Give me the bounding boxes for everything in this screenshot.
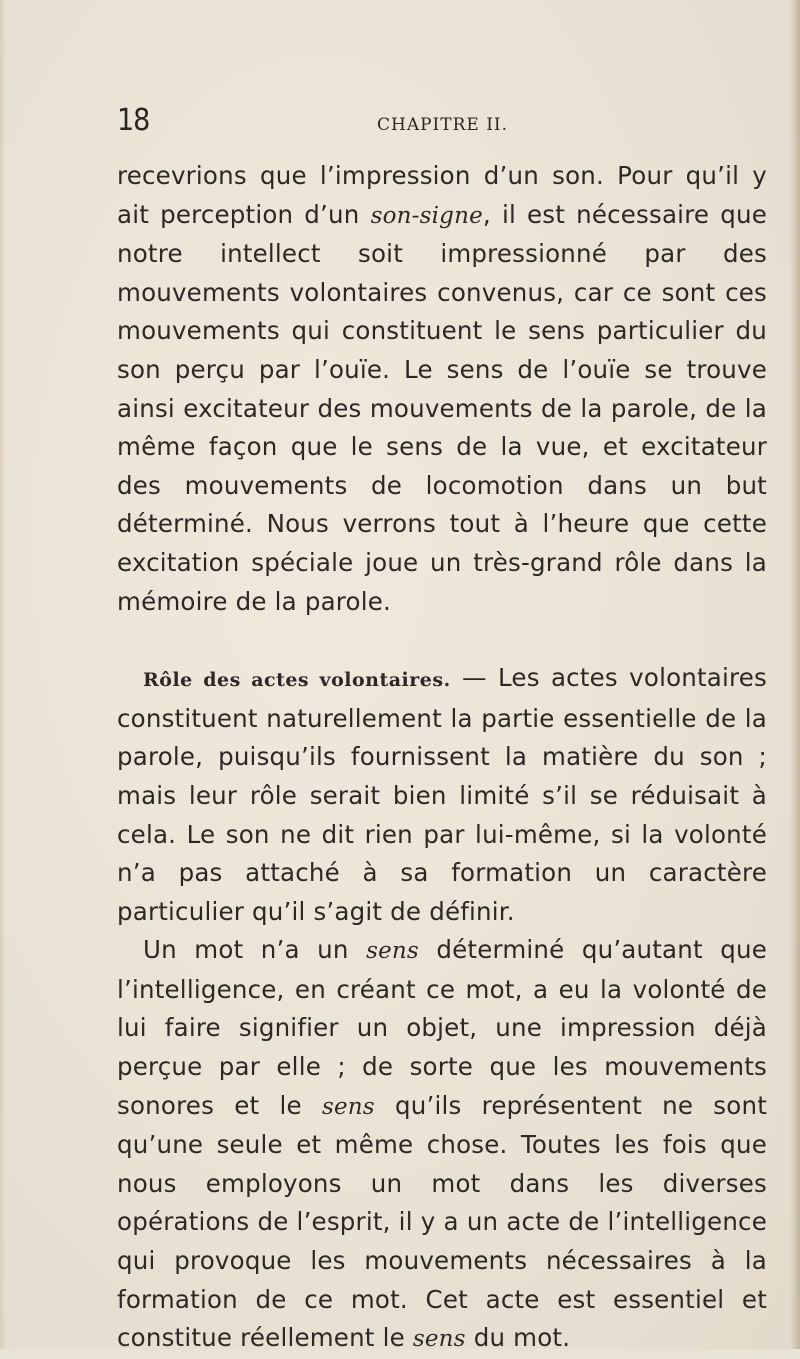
paragraph-3-italic-2: sens [321, 1093, 375, 1120]
paragraph-2-text: Les actes volontaires constituent naturellement la partie essentielle de la parole, puisqu’ils fournissent la matière du son ; mais leur rôle serait bien limité s’il se réduisait à cela. Le son ne dit rien par lui-même, si la volonté n’a pas attaché à sa formation un caractère particulier qu’il s’agit de définir. [117, 663, 767, 926]
paragraph-2 [117, 659, 767, 931]
paragraph-1-text-b: , il est nécessaire que notre intellect soit impressionné par des mouvements volontaires convenus, car ce sont ces mouvements qui constituent le sens particulier du son perçu par l’ouïe. Le sens de l’ouïe se trouve ainsi excitateur des mouvements de la parole, de la même façon que le sens de la vue, et excitateur des mouvements de locomotion dans un but déterminé. Nous verrons tout à l’heure que cette excitation spéciale joue un très-grand rôle dans la mémoire de la parole. [117, 199, 767, 616]
paragraph-1-italic: son-signe [370, 202, 483, 229]
paragraph-3-text-a: Un mot n’a un [143, 935, 367, 965]
page-header [117, 103, 767, 143]
paragraph-3-italic-3: sens [412, 1326, 466, 1353]
section-gap [117, 621, 767, 659]
running-head: CHAPITRE II. [377, 115, 509, 135]
page-right-edge [790, 0, 800, 1349]
page-left-edge [0, 0, 6, 1349]
page-number: 18 [117, 103, 150, 138]
paragraph-3-italic-1: sens [366, 938, 419, 965]
body-text [117, 157, 767, 1359]
paragraph-3 [117, 931, 767, 1359]
paragraph-3-text-d: du mot. [465, 1323, 571, 1353]
paragraph-1-text-a: recevrions que l’impression d’un son. Pour qu’il y ait perception d’un [117, 161, 767, 229]
section-title: Rôle des actes volontaires. [143, 669, 451, 692]
section-dash: — [450, 663, 498, 693]
paragraph-1 [117, 157, 767, 621]
paragraph-3-text-c: qu’ils représentent ne sont qu’une seule et même chose. Toutes les fois que nous employons un mot dans les diverses opérations de l’esprit, il y a un acte de l’intelligence qui provoque les mouvements nécessaires à la formation de ce mot. Cet acte est essentiel et constitue réellement le [117, 1090, 767, 1353]
paragraph-3-text-b: déterminé qu’autant que l’intelligence, en créant ce mot, a eu la volonté de lui faire signifier un objet, une impression déjà perçue par elle ; de sorte que les mouvements sonores et le [117, 935, 768, 1120]
